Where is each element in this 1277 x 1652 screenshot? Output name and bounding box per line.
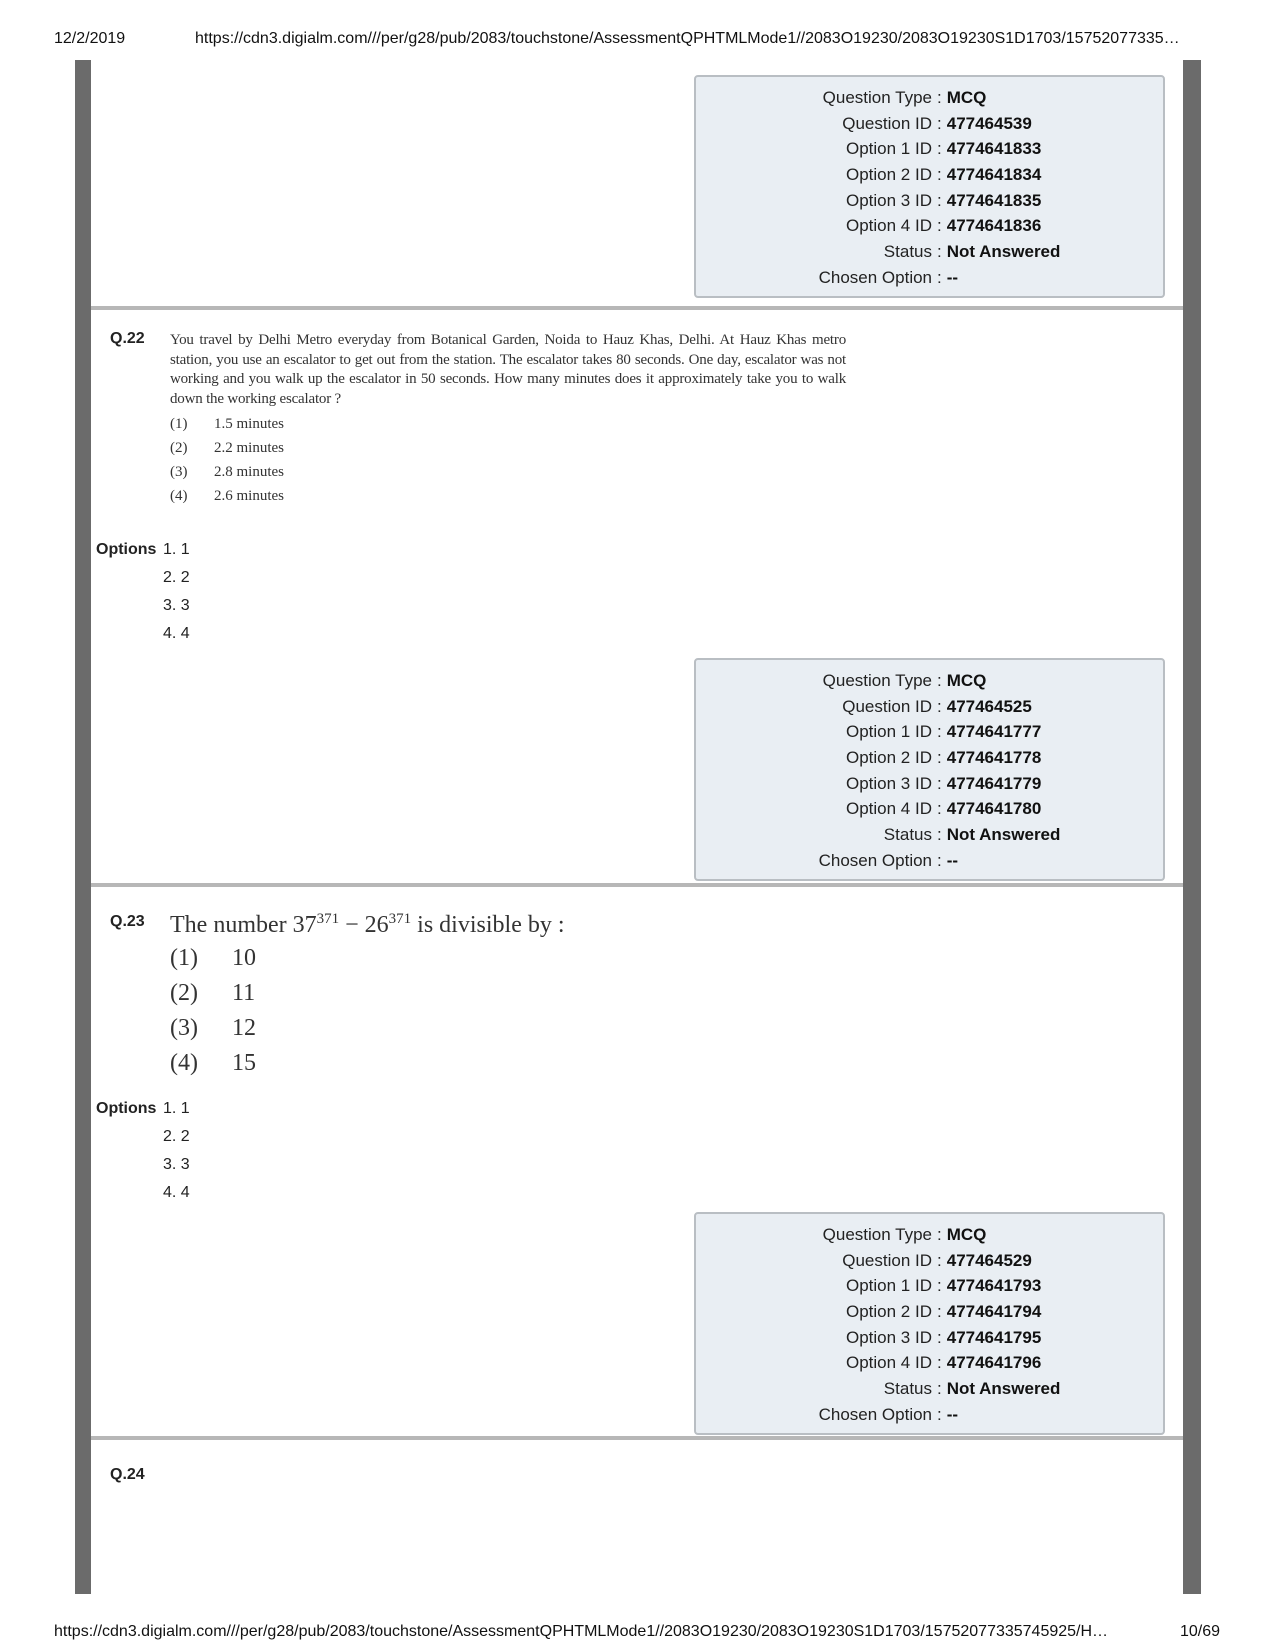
question-info-box bbox=[694, 1212, 1165, 1435]
right-border bbox=[1183, 60, 1201, 1594]
choice-item: (1) 1.5 minutes bbox=[170, 416, 284, 432]
info-row-status: Status : Not Answered bbox=[883, 1379, 1061, 1399]
option-item: 3. 3 bbox=[163, 1156, 190, 1173]
info-row-type: Question Type : MCQ bbox=[822, 88, 987, 107]
info-row-question-id: Question ID : 477464539 bbox=[842, 113, 1032, 133]
info-row-type: Question Type : MCQ bbox=[822, 1225, 987, 1244]
question-separator bbox=[91, 1436, 1183, 1440]
left-border bbox=[75, 60, 91, 1594]
info-row-option3-id: Option 3 ID : 4774641835 bbox=[846, 190, 1042, 210]
question-choices bbox=[170, 941, 565, 1081]
option-item: 4. 4 bbox=[163, 625, 190, 642]
info-row-option1-id: Option 1 ID : 4774641777 bbox=[846, 722, 1042, 742]
page-number: 10/69 bbox=[1180, 1623, 1221, 1640]
info-row-chosen-option: Chosen Option : -- bbox=[818, 267, 959, 287]
print-date: 12/2/2019 bbox=[54, 30, 126, 47]
options-label: Options bbox=[96, 541, 157, 558]
question-image bbox=[170, 911, 565, 1081]
question-separator bbox=[91, 306, 1183, 310]
question-info-box bbox=[694, 658, 1165, 881]
choice-item: (3) 2.8 minutes bbox=[170, 464, 284, 480]
info-row-option2-id: Option 2 ID : 4774641794 bbox=[846, 1302, 1042, 1322]
choice-item: (2) 11 bbox=[170, 980, 256, 1006]
info-row-option2-id: Option 2 ID : 4774641778 bbox=[846, 748, 1042, 768]
info-row-status: Status : Not Answered bbox=[883, 242, 1061, 262]
question-text: You travel by Delhi Metro everyday from Botanical Garden, Noida to Hauz Khas, Delhi. At Hauz Khas metro station, you use an escalator to get out from the station. The escalator takes 80 seconds. One day, escalator was not working and you walk up the escalator in 50 seconds. How many minutes does it approximately take you to walk down the working escalator ? bbox=[170, 332, 846, 407]
info-row-option1-id: Option 1 ID : 4774641833 bbox=[846, 139, 1042, 159]
question-separator bbox=[91, 883, 1183, 887]
option-item: 1. 1 bbox=[163, 541, 190, 558]
info-row-type: Question Type : MCQ bbox=[822, 671, 987, 690]
print-url-header[interactable]: https://cdn3.digialm.com///per/g28/pub/2083/touchstone/AssessmentQPHTMLMode1//2083O19230/2083O19230S1D1703/15752077335… bbox=[195, 30, 1180, 47]
info-row-option4-id: Option 4 ID : 4774641796 bbox=[846, 1353, 1042, 1373]
question-choices bbox=[170, 412, 846, 508]
question-number: Q.24 bbox=[110, 1466, 145, 1483]
choice-item: (4) 2.6 minutes bbox=[170, 488, 284, 504]
question-image bbox=[170, 331, 846, 508]
option-item: 2. 2 bbox=[163, 1128, 190, 1145]
question-text: The number $37^{371} - 26^{371}$ is divisible by : bbox=[170, 911, 565, 938]
choice-item: (1) 10 bbox=[170, 945, 256, 971]
question-number: Q.23 bbox=[110, 913, 145, 930]
info-row-chosen-option: Chosen Option : -- bbox=[818, 850, 959, 870]
option-item: 2. 2 bbox=[163, 569, 190, 586]
choice-item: (2) 2.2 minutes bbox=[170, 440, 284, 456]
question-info-box bbox=[694, 75, 1165, 298]
info-row-option3-id: Option 3 ID : 4774641795 bbox=[846, 1327, 1042, 1347]
option-item: 1. 1 bbox=[163, 1100, 190, 1117]
info-row-option4-id: Option 4 ID : 4774641836 bbox=[846, 216, 1042, 236]
info-row-question-id: Question ID : 477464525 bbox=[842, 696, 1032, 716]
info-row-option1-id: Option 1 ID : 4774641793 bbox=[846, 1276, 1042, 1296]
info-row-option4-id: Option 4 ID : 4774641780 bbox=[846, 799, 1042, 819]
question-number: Q.22 bbox=[110, 330, 145, 347]
info-row-option2-id: Option 2 ID : 4774641834 bbox=[846, 165, 1042, 185]
choice-item: (3) 12 bbox=[170, 1015, 256, 1041]
print-url-footer[interactable]: https://cdn3.digialm.com///per/g28/pub/2083/touchstone/AssessmentQPHTMLMode1//2083O19230/2083O19230S1D1703/15752077335745925/H… bbox=[54, 1623, 1109, 1640]
option-item: 3. 3 bbox=[163, 597, 190, 614]
choice-item: (4) 15 bbox=[170, 1050, 256, 1076]
info-row-option3-id: Option 3 ID : 4774641779 bbox=[846, 773, 1042, 793]
info-row-chosen-option: Chosen Option : -- bbox=[818, 1404, 959, 1424]
option-item: 4. 4 bbox=[163, 1184, 190, 1201]
options-label: Options bbox=[96, 1100, 157, 1117]
info-row-status: Status : Not Answered bbox=[883, 825, 1061, 845]
info-row-question-id: Question ID : 477464529 bbox=[842, 1250, 1032, 1270]
